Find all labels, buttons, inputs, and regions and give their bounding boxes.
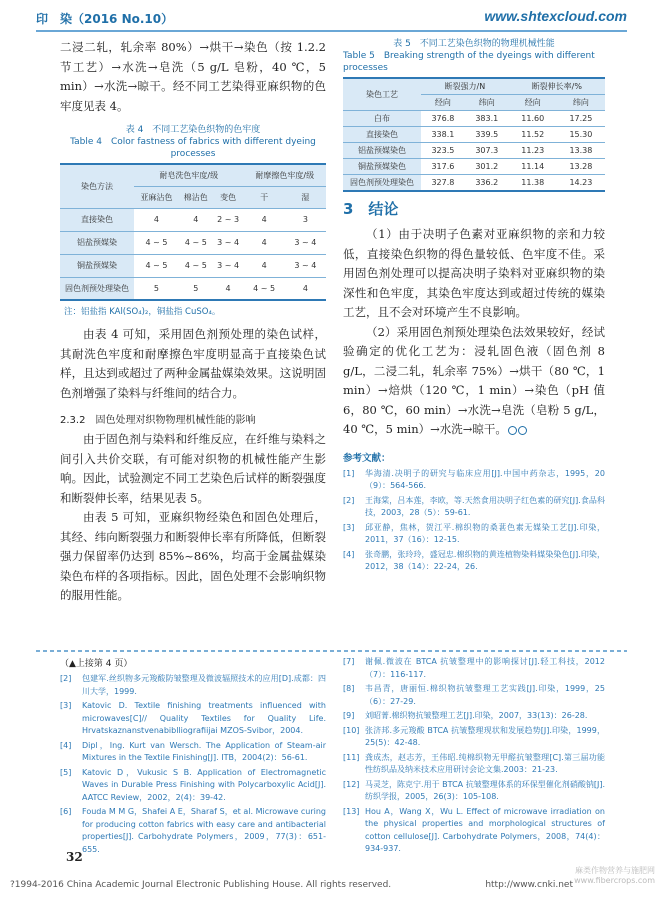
reference-item [343, 683, 605, 708]
table-cell: 317.6 [421, 159, 465, 175]
table-subheader: 纬向 [465, 95, 509, 111]
table-cell: 339.5 [465, 127, 509, 143]
ref-number: [11] [343, 752, 360, 762]
table-cell: 4 ~ 5 [134, 231, 179, 254]
table-caption-zh: 表 5 不同工艺染色织物的物理机械性能 [393, 39, 555, 49]
table-cell: 327.8 [421, 175, 465, 192]
reference-item [343, 549, 605, 574]
watermark [574, 866, 655, 886]
table-header: 耐皂洗色牢度/级 [134, 164, 244, 186]
ref-text: Dipl，Ing. Kurt van Wersch. The Application of Steam-air Mixtures in the Textile Finishing[J]. ITB，2004(2)：56-61. [82, 740, 326, 762]
table-caption-zh: 表 4 不同工艺染色织物的色牢度 [125, 125, 261, 135]
table-cell: 3 ~ 4 [213, 254, 244, 277]
strength-table [343, 77, 605, 192]
ref-text: 马灵芝，陈克宁.用于 BTCA 抗皱整理体系的环保型催化剂硝酸钠[J].纺织学报，2005，26(3)：105-108. [365, 779, 605, 801]
table-subheader: 湿 [285, 186, 326, 208]
table-cell: 11.38 [509, 175, 557, 192]
reference-item [343, 656, 605, 681]
paragraph: 由表 5 可知，亚麻织物经染色和固色处理后，其经、纬向断裂强力和断裂伸长率有所降低，但断裂强力保留率仍达到 85%~86%，均高于金属盐媒染染色布样的各项指标。因此，固色处理不会影响织物的服用性能。 [60, 510, 326, 602]
table-cell: 15.30 [557, 127, 605, 143]
table-cell: 13.38 [557, 143, 605, 159]
page-number: 32 [66, 850, 83, 864]
table-cell: 11.14 [509, 159, 557, 175]
ref-number: [4] [343, 549, 355, 559]
table-header: 染色工艺 [343, 78, 421, 111]
table-subheader: 纬向 [557, 95, 605, 111]
row-label: 白布 [343, 111, 421, 127]
reference-item [343, 710, 605, 723]
table-cell: 4 [179, 208, 213, 231]
fastness-table [60, 163, 326, 301]
ref-text: 王海棠，吕本莲，李欧，等.天然食用决明子红色素的研究[J].食品科技，2003，28（5）：59-61. [365, 495, 605, 517]
running-header [36, 0, 627, 30]
ref-number: [8] [343, 684, 355, 693]
ref-number: [13] [343, 806, 360, 816]
table-row [60, 231, 326, 254]
table-cell: 11.23 [509, 143, 557, 159]
continued-references-left [60, 656, 326, 858]
ref-text: 张奇鹏，张玲玲，盛冠忠.棉织物的黄连植物染料媒染染色[J].印染，2012，38（14）：22-24，26. [365, 549, 605, 571]
end-mark-icon [518, 426, 527, 435]
table-subheader: 棉沾色 [179, 186, 213, 208]
table-cell: 13.28 [557, 159, 605, 175]
table-cell: 4 ~ 5 [179, 231, 213, 254]
table-cell: 307.3 [465, 143, 509, 159]
ref-number: [9] [343, 711, 355, 720]
reference-item [60, 806, 326, 856]
table-cell: 4 ~ 5 [134, 254, 179, 277]
ref-number: [2] [343, 495, 355, 505]
reference-item [343, 779, 605, 804]
row-label: 直接染色 [343, 127, 421, 143]
table-header: 断裂强力/N [421, 78, 509, 95]
continued-label: （▲上接第 4 页） [60, 659, 133, 669]
paragraph: 由表 4 可知，采用固色剂预处理的染色试样，其耐洗色牢度和耐摩擦色牢度明显高于直接染色试样，且达到或超过了两种金属盐媒染效果。这说明固色剂增强了染料与纤维间的结合力。 [60, 327, 326, 400]
table-row [343, 159, 605, 175]
table-cell: 4 [134, 208, 179, 231]
journal-header: 印 染（2016 No.10） [36, 12, 174, 26]
table-cell: 5 [179, 277, 213, 300]
table-row [60, 277, 326, 300]
table-cell: 4 [213, 277, 244, 300]
ref-text: 包建军.丝织物多元羧酸防皱整理及微波辐照技术的应用[D].成都：四川大学，1999. [82, 674, 326, 696]
reference-item [60, 700, 326, 738]
table-cell: 4 ~ 5 [179, 254, 213, 277]
ref-text: 刘昭菁.棉织物抗皱整理工艺[J].印染，2007，33(13)：26-28. [365, 711, 588, 720]
table-subheader: 亚麻沾色 [134, 186, 179, 208]
paragraph: （1）由于决明子色素对亚麻织物的亲和力较低，直接染色织物的得色量较低、色牢度不佳。采用固色剂处理可以提高决明子染料对亚麻织物的染深性和色牢度，其染色牢度达到或超过传统的媒染工艺，且不会对环境产生不良影响。 [343, 227, 605, 319]
reference-item [343, 495, 605, 520]
left-column [60, 38, 326, 606]
ref-number: [1] [343, 468, 355, 478]
paragraph [343, 323, 605, 440]
table-cell: 338.1 [421, 127, 465, 143]
section-divider [36, 648, 627, 654]
watermark-line: www.fibercrops.com [574, 876, 655, 885]
ref-number: [4] [60, 740, 72, 750]
reference-item [343, 806, 605, 856]
ref-number: [12] [343, 779, 360, 789]
reference-item [343, 522, 605, 547]
table-cell: 4 [285, 277, 326, 300]
row-label: 固色剂预处理染色 [60, 277, 134, 300]
website-link[interactable]: www.shtexcloud.com [484, 8, 627, 24]
paragraph: 二浸二轧，轧余率 80%）→烘干→染色（按 1.2.2 节工艺）→水洗→皂洗（5 g/L 皂粉，40 ℃，5 min）→水洗→晾干。经不同工艺染得亚麻织物的色牢度见表 4。 [60, 40, 326, 113]
ref-number: [7] [343, 657, 355, 666]
row-label: 铝盐预媒染色 [343, 143, 421, 159]
table-cell: 3 ~ 4 [213, 231, 244, 254]
table-row [343, 175, 605, 192]
table-row [343, 143, 605, 159]
row-label: 铜盐预媒染 [60, 254, 134, 277]
section-heading: 2.3.2 固色处理对织物物理机械性能的影响 [60, 415, 256, 426]
reference-item [60, 767, 326, 805]
table-cell: 383.1 [465, 111, 509, 127]
row-label: 铜盐预媒染色 [343, 159, 421, 175]
table-cell: 2 ~ 3 [213, 208, 244, 231]
ref-text: 华海清.决明子的研究与临床应用[J].中国中药杂志，1995，20（9）：564-566. [365, 468, 605, 490]
row-label: 直接染色 [60, 208, 134, 231]
table-header: 耐摩擦色牢度/级 [244, 164, 326, 186]
table-row [343, 127, 605, 143]
table-cell: 17.25 [557, 111, 605, 127]
table-subheader: 经向 [421, 95, 465, 111]
paragraph: 由于固色剂与染料和纤维反应，在纤维与染料之间引入共价交联，有可能对织物的机械性能产生影响。因此，试验测定不同工艺染色后试样的断裂强度和断裂伸长率，结果见表 5。 [60, 432, 326, 505]
ref-text: 龚成杰，赵志芳，王伟昭.纯棉织物无甲醛抗皱整理[C].第三届功能性纺织品及纳米技术应用研讨会论文集.2003：21-23. [365, 752, 605, 774]
continued-references-right [343, 656, 605, 858]
header-rule [36, 30, 627, 32]
table-cell: 4 [244, 208, 285, 231]
table-row [343, 111, 605, 127]
table-cell: 14.23 [557, 175, 605, 192]
references-heading: 参考文献： [343, 452, 391, 464]
ref-number: [3] [60, 701, 72, 710]
section-heading: 3 结论 [343, 200, 399, 218]
table-subheader: 经向 [509, 95, 557, 111]
table-cell: 301.2 [465, 159, 509, 175]
ref-text: Fouda M M G，Shafei A E，Sharaf S，et al. Microwave curing for producing cotton fabrics with easy care and antibacterial properties[J]. Carbohydrate Polymers，2009，77(3)：651-655. [82, 807, 326, 854]
table-row [60, 208, 326, 231]
ref-text: Hou A，Wang X，Wu L. Effect of microwave irradiation on the physical properties and morphological structures of cotton cellulose[J]. Carbohydrate Polymers，2008，74(4)：934-937. [365, 806, 605, 853]
table-cell: 11.60 [509, 111, 557, 127]
ref-text: 韦昌青，唐丽恒.棉织物抗皱整理工艺实践[J].印染，1999，25（6）：27-29. [365, 684, 605, 706]
table-cell: 11.52 [509, 127, 557, 143]
table-cell: 5 [134, 277, 179, 300]
table-subheader: 干 [244, 186, 285, 208]
cnki-link[interactable]: http://www.cnki.net [485, 880, 573, 890]
row-label: 固色剂预处理染色 [343, 175, 421, 192]
table-row [60, 254, 326, 277]
table-cell: 3 ~ 4 [285, 231, 326, 254]
table-caption-en: Table 4 Color fastness of fabrics with different dyeing processes [70, 137, 316, 159]
ref-text: 邱亚静，焦林，贺江平.棉织物的桑葚色素无媒染工艺[J].印染，2011，37（16）：12-15. [365, 522, 605, 544]
paragraph-text: （2）采用固色剂预处理染色法效果较好，经试验确定的优化工艺为：浸轧固色液（固色剂 8 g/L，二浸二轧，轧余率 75%）→烘干（80 ℃，1 min）→焙烘（120 ℃，1 min）→染色（pH 值 6，80 ℃，60 min）→水洗→皂洗（皂粉 5 g/L，40 ℃，5 min）→水洗→晾干。 [343, 324, 605, 436]
ref-number: [10] [343, 725, 360, 735]
table-4 [60, 124, 326, 317]
ref-text: 谢佩.微波在 BTCA 抗皱整理中的影响探讨[J].轻工科技，2012（7）：116-117. [365, 657, 605, 679]
row-label: 铝盐预媒染 [60, 231, 134, 254]
ref-text: Katovic D，Vukusic S B. Application of Electromagnetic Waves in Durable Press Finishing with Polycarboxylic Acid[J]. AATCC Review，2002，2(4)：39-42. [82, 767, 326, 802]
table-5 [343, 38, 605, 192]
reference-item [343, 468, 605, 493]
table-header: 断裂伸长率/% [509, 78, 605, 95]
table-note: 注：铝盐指 KAl(SO₄)₂，铜盐指 CuSO₄。 [64, 307, 221, 317]
table-cell: 4 [244, 254, 285, 277]
ref-text: 张济邦.多元羧酸 BTCA 抗皱整理现状和发展趋势[J].印染，1999，25(5)：42-48. [365, 725, 605, 747]
table-header: 染色方法 [60, 164, 134, 208]
reference-item [343, 725, 605, 750]
table-cell: 323.5 [421, 143, 465, 159]
reference-item [60, 673, 326, 698]
watermark-line: 麻类作物营养与施肥网 [575, 866, 655, 875]
table-cell: 4 [244, 231, 285, 254]
table-cell: 3 [285, 208, 326, 231]
ref-number: [6] [60, 807, 72, 816]
table-cell: 4 ~ 5 [244, 277, 285, 300]
table-cell: 376.8 [421, 111, 465, 127]
table-subheader: 变色 [213, 186, 244, 208]
end-mark-icon [508, 426, 517, 435]
copyright-text: ?1994-2016 China Academic Journal Electronic Publishing House. All rights reserved. [10, 880, 392, 890]
reference-item [60, 740, 326, 765]
ref-text: Katovic D. Textile finishing treatments influenced with microwaves[C]// Quality Textiles for Quality Life. Hrvatskaznanstvenabiblliografiijai MZOS-Svibor，2004. [82, 701, 326, 735]
ref-number: [5] [60, 767, 72, 777]
table-cell: 336.2 [465, 175, 509, 192]
right-column [343, 38, 605, 576]
table-cell: 3 ~ 4 [285, 254, 326, 277]
ref-number: [2] [60, 674, 72, 683]
reference-item [343, 752, 605, 777]
table-caption-en: Table 5 Breaking strength of the dyeings with different processes [343, 51, 595, 73]
ref-number: [3] [343, 522, 355, 532]
